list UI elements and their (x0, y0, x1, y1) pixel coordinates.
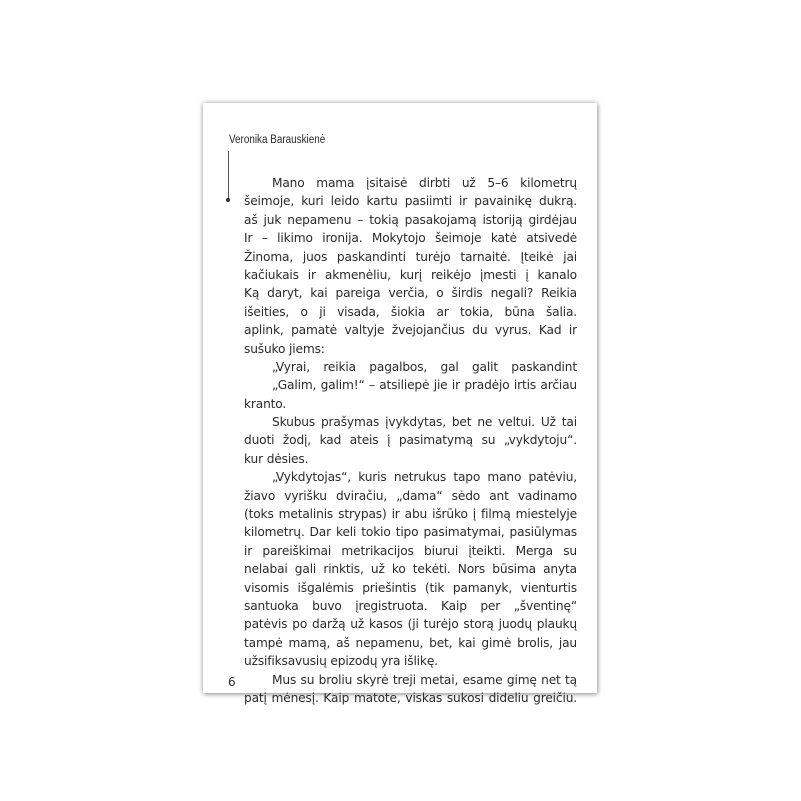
book-page (203, 103, 597, 705)
text-line: kranto. (244, 396, 287, 411)
text-line: santuoka buvo įregistruota. Kaip per „šventinę“ (244, 598, 577, 613)
text-line: žiavo vyrišku dviračiu, „dama“ sėdo ant vadinamo (244, 488, 577, 503)
text-line: sušuko jiems: (244, 341, 325, 356)
text-line: Ką daryt, kai pareiga verčia, o širdis negali? Reikia (244, 286, 577, 301)
text-line: Ir – likimo ironija. Mokytojo šeimoje katė atsivedė (244, 231, 577, 246)
body-text (244, 174, 577, 707)
text-line: ir pareiškimai metrikacijos biurui įteikti. Merga su (244, 543, 577, 558)
header-vertical-rule (228, 151, 229, 199)
text-line: kačiukais ir akmenėliu, kurį reikėjo įmesti į kanalo (244, 267, 577, 282)
text-line: patį mėnesį. Kaip matote, viskas sukosi dideliu greičiu. (244, 690, 577, 705)
text-line: „Vykdytojas“, kuris netrukus tapo mano patėviu, (272, 470, 577, 485)
text-line: Mano mama įsitaisė dirbti už 5–6 kilometrų (272, 176, 577, 190)
text-line: „Vyrai, reikia pagalbos, gal galit paskandint (272, 359, 577, 374)
text-line: patėvis po daržą už kasos (ji turėjo storą juodų plaukų (244, 617, 577, 632)
running-header-author: Veronika Barauskienė (229, 134, 326, 146)
text-line: aplink, pamatė valtyje žvejojančius du vyrus. Kad ir (244, 323, 577, 338)
text-line: aš juk nepamenu – tokią pasakojamą istoriją girdėjau (244, 212, 577, 227)
page-number: 6 (228, 675, 236, 689)
text-line: nelabai gali rinktis, už ko tekėti. Nors būsima anyta (244, 562, 577, 577)
text-line: Skubus prašymas įvykdytas, bet ne veltui. Už tai (272, 415, 577, 430)
text-line: užsifiksavusių epizodų yra išlikę. (244, 654, 438, 669)
header-rule-dot (226, 198, 230, 202)
text-line: duoti žodį, kad ateis į pasimatymą su „vykdytoju“. (244, 433, 577, 448)
text-line: išeities, o ji visada, šiokia ar tokia, būna šalia. (244, 304, 577, 319)
text-line: „Galim, galim!“ – atsiliepė jie ir pradėjo irtis arčiau (272, 378, 577, 393)
text-line: Žinoma, juos paskandinti turėjo tarnaitė. Įteikė jai (244, 249, 577, 264)
text-line: kur dėsies. (244, 451, 309, 466)
text-line: (toks metalinis strypas) ir abu išrūko į filmą miestelyje (244, 507, 577, 522)
text-line: Mus su broliu skyrė treji metai, esame gimę net tą (272, 672, 577, 687)
text-line: visomis išgalėmis priešintis (tik pamanyk, vienturtis (244, 580, 577, 595)
text-line: tampė mamą, aš nepamenu, bet, kai gimė brolis, jau (244, 635, 577, 650)
text-line: šeimoje, kuri leido kartu pasiimti ir pavainikę dukrą. (244, 194, 577, 209)
text-line: kilometrų. Dar keli tokio tipo pasimatymai, pasiūlymas (244, 525, 577, 540)
